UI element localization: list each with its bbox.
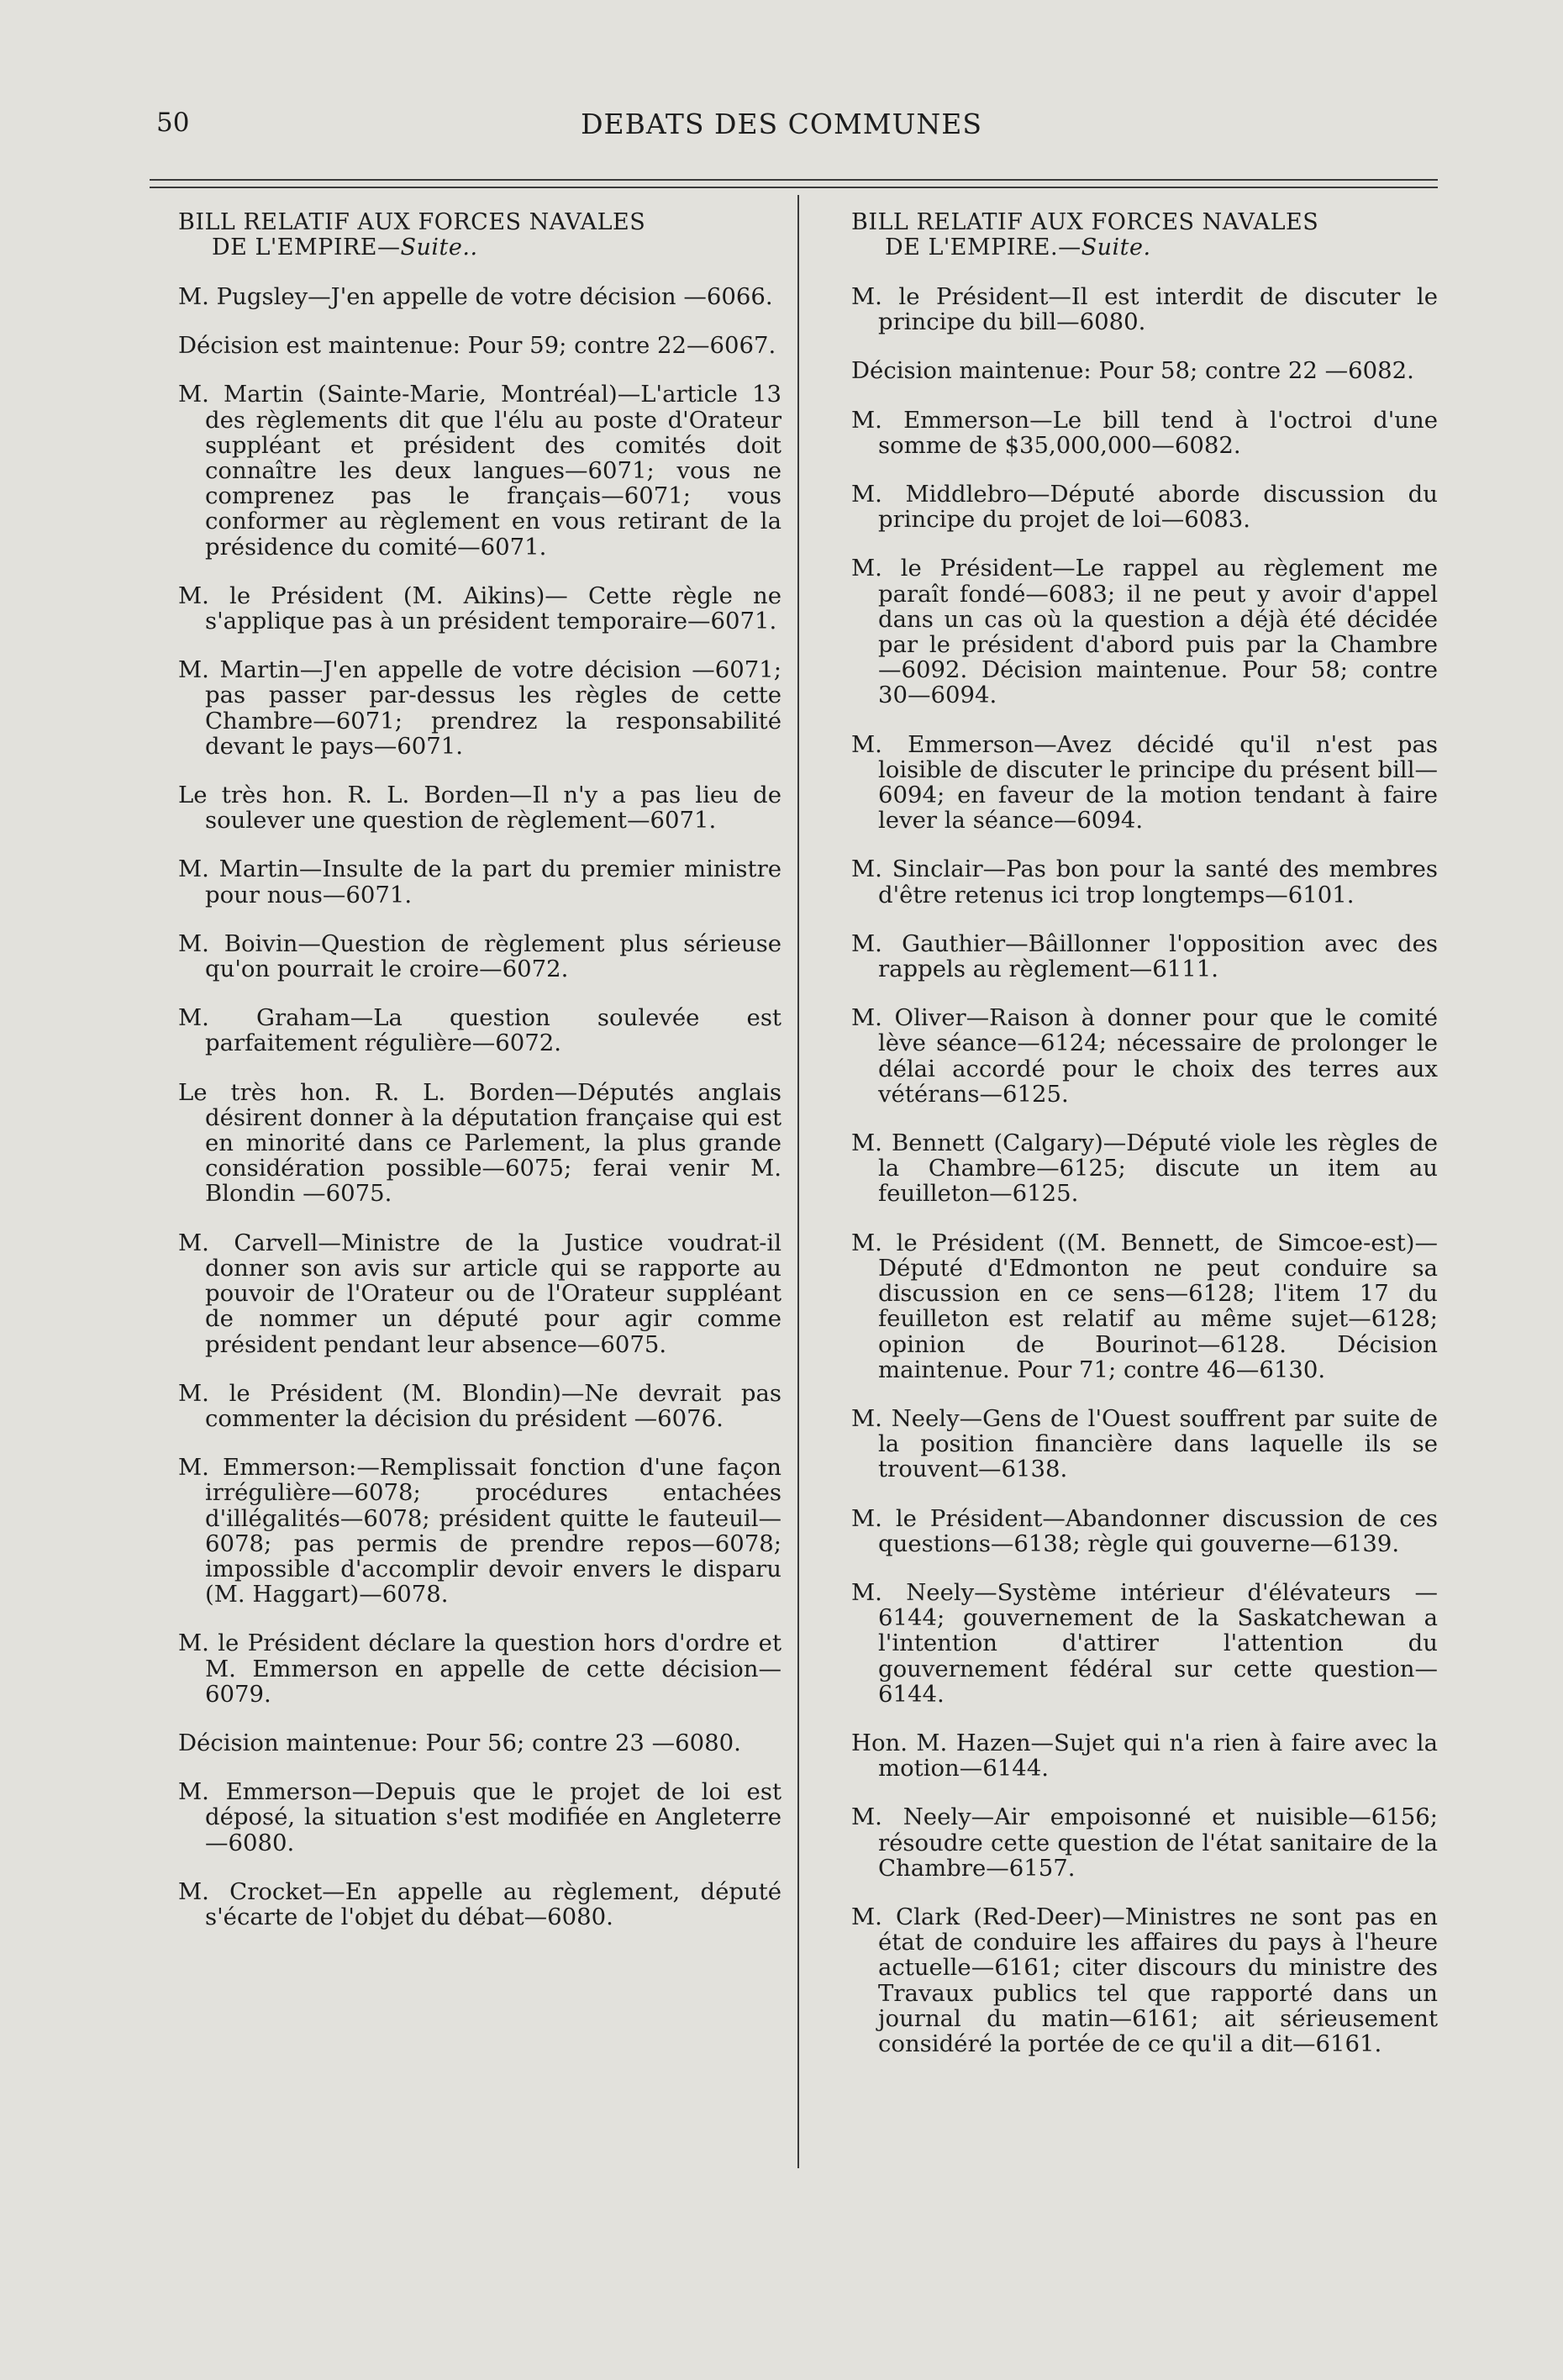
right-section-suffix: Suite. [1081,234,1151,261]
index-entry: M. Oliver—Raison à donner pour que le comité lève séance—6124; nécessaire de prolonger le délai accordé pour le choix des terres aux vétérans—6125. [851,1004,1438,1108]
index-entry: M. Emmerson:—Remplissait fonction d'une façon irrégulière—6078; procédures entachées d'illégalités—6078; président quitte le fauteuil—6078; pas permis de prendre repos—6078; impossible d'accomplir devoir envers le disparu (M. Haggart)—6078. [178,1454,782,1609]
left-section-title-line2: DE L'EMPIRE— [212,234,401,261]
index-entry: M. Middlebro—Député aborde discussion du principe du projet de loi—6083. [851,481,1438,534]
index-entry: M. Emmerson—Avez décidé qu'il n'est pas loisible de discuter le principe du présent bill—6094; en faveur de la motion tendant à faire lever la séance—6094. [851,730,1438,835]
index-entry: M. le Président—Abandonner discussion de ces questions—6138; règle qui gouverne—6139. [851,1504,1438,1557]
left-section-title-line2-wrap [178,235,782,261]
index-entry: M. Martin—J'en appelle de votre décision —6071; pas passer par-dessus les règles de cette Chambre—6071; prendrez la responsabilité devant le pays—6071. [178,656,782,760]
index-entry: M. Neely—Air empoisonné et nuisible—6156; résoudre cette question de l'état sanitaire de la Chambre—6157. [851,1803,1438,1882]
index-entry: M. le Président—Il est interdit de discuter le principe du bill—6080. [851,283,1438,336]
index-entry: Le très hon. R. L. Borden—Députés anglais désirent donner à la députation française qui est en minorité dans ce Parlement, la plus grande considération possible—6075; ferai venir M. Blondin —6075. [178,1078,782,1208]
left-section-heading [178,210,782,261]
left-column [178,210,782,1953]
index-entry: Décision maintenue: Pour 58; contre 22 —6082. [851,357,1414,385]
right-section-title-line2: DE L'EMPIRE.— [885,234,1081,261]
index-entry: M. le Président ((M. Bennett, de Simcoe-est)—Député d'Edmonton ne peut conduire sa discussion en ce sens—6128; l'item 17 du feuilleton est relatif au même sujet—6128; opinion de Bourinot—6128. Décision maintenue. Pour 71; contre 46—6130. [851,1229,1438,1383]
running-head: DEBATS DES COMMUNES [581,108,982,140]
index-entry: M. Neely—Système intérieur d'élévateurs —6144; gouvernement de la Saskatchewan a l'intention d'attirer l'attention du gouvernement fédéral sur cette question—6144. [851,1578,1438,1708]
index-entry: Le très hon. R. L. Borden—Il n'y a pas lieu de soulever une question de règlement—6071. [178,782,782,835]
index-entry: M. Clark (Red-Deer)—Ministres ne sont pas en état de conduire les affaires du pays à l'heure actuelle—6161; citer discours du ministre des Travaux publics tel que rapporté dans un journal du matin—6161; ait sérieusement considéré la portée de ce qu'il a dit—6161. [851,1903,1438,2057]
index-entry: M. le Président déclare la question hors d'ordre et M. Emmerson en appelle de cette décision—6079. [178,1630,782,1708]
index-entry: M. Graham—La question soulevée est parfaitement régulière—6072. [178,1004,782,1057]
page-number: 50 [156,108,190,138]
index-entry: M. Boivin—Question de règlement plus sérieuse qu'on pourrait le croire—6072. [178,929,782,983]
index-entry: M. Martin (Sainte-Marie, Montréal)—L'article 13 des règlements dit que l'élu au poste d'Orateur suppléant et président des comités doit connaître les deux langues—6071; vous ne comprenez pas le français—6071; vous conformer au règlement en vous retirant de la présidence du comité—6071. [178,381,782,561]
column-divider [797,195,799,2168]
index-entry: M. Sinclair—Pas bon pour la santé des membres d'être retenus ici trop longtemps—6101. [851,856,1438,908]
header-rule-bottom [150,187,1438,188]
right-section-title-line2-wrap [851,235,1438,261]
index-entry: M. Emmerson—Le bill tend à l'octroi d'une somme de $35,000,000—6082. [851,406,1438,459]
left-section-suffix: Suite.. [400,234,478,261]
index-entry: M. Emmerson—Depuis que le projet de loi est déposé, la situation s'est modifiée en Angleterre—6080. [178,1778,782,1856]
index-entry: M. Gauthier—Bâillonner l'opposition avec des rappels au règlement—6111. [851,929,1438,983]
right-section-title-line1: BILL RELATIF AUX FORCES NAVALES [851,209,1319,235]
index-entry: Décision maintenue: Pour 56; contre 23 —6080. [178,1729,741,1756]
index-entry: M. le Président (M. Blondin)—Ne devrait pas commenter la décision du président —6076. [178,1379,782,1432]
index-entry: M. Neely—Gens de l'Ouest souffrent par suite de la position financière dans laquelle ils se trouvent—6138. [851,1404,1438,1483]
index-entry: M. Martin—Insulte de la part du premier ministre pour nous—6071. [178,856,782,908]
index-entry: Décision est maintenue: Pour 59; contre 22—6067. [178,332,776,360]
right-column [851,210,1438,2080]
index-entry: M. Crocket—En appelle au règlement, député s'écarte de l'objet du débat—6080. [178,1877,782,1930]
left-section-title-line1: BILL RELATIF AUX FORCES NAVALES [178,209,646,235]
index-entry: M. Carvell—Ministre de la Justice voudrat-il donner son avis sur article qui se rapporte au pouvoir de l'Orateur ou de l'Orateur suppléant de nommer un député pour agir comme président pendant leur absence—6075. [178,1229,782,1358]
index-entry: M. le Président (M. Aikins)— Cette règle ne s'applique pas à un président temporaire—6071. [178,582,782,635]
right-section-heading [851,210,1438,261]
index-entry: Hon. M. Hazen—Sujet qui n'a rien à faire avec la motion—6144. [851,1729,1438,1782]
header-rule-top [150,179,1438,181]
index-entry: M. le Président—Le rappel au règlement me paraît fondé—6083; il ne peut y avoir d'appel dans un cas où la question a déjà été décidée par le président d'abord puis par la Chambre —6092. Décision maintenue. Pour 58; contre 30—6094. [851,555,1438,709]
index-entry: M. Pugsley—J'en appelle de votre décision —6066. [178,283,773,310]
index-entry: M. Bennett (Calgary)—Député viole les règles de la Chambre—6125; discute un item au feuilleton—6125. [851,1129,1438,1208]
